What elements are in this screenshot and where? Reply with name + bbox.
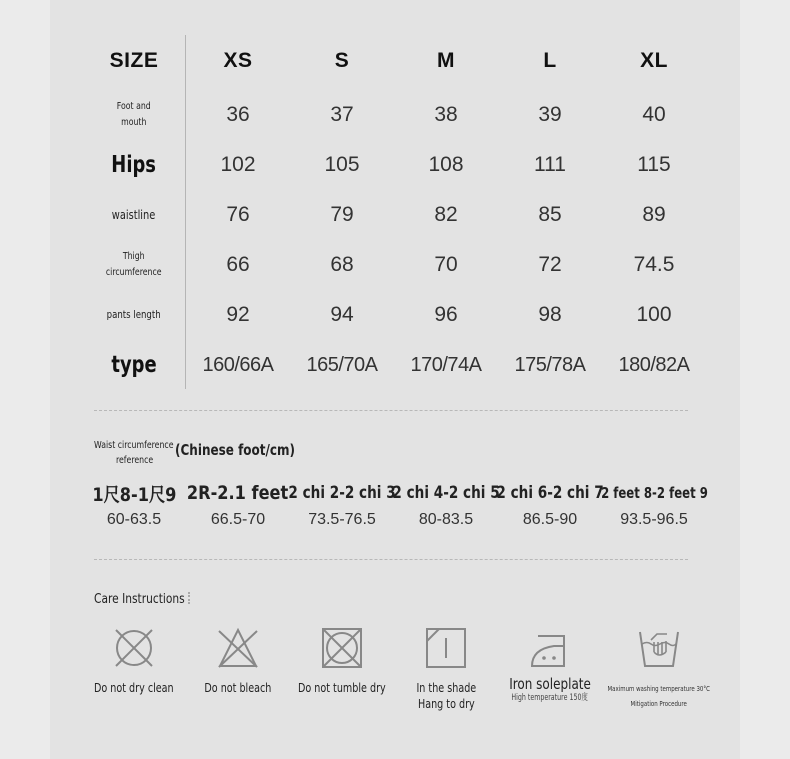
table-cell: 66 <box>226 253 250 276</box>
waist-chinese-size: 1尺8-1尺9 <box>92 483 176 506</box>
size-xs: XS <box>223 49 253 72</box>
waist-chinese-size: 2 chi 4-2 chi 5 <box>392 483 500 503</box>
care-item-no-bleach <box>186 626 290 696</box>
waist-cm-range: 93.5-96.5 <box>620 511 688 528</box>
waist-chinese-size: 2R-2.1 feet <box>187 482 289 504</box>
table-cell: 108 <box>428 153 464 176</box>
dashed-divider <box>94 559 688 560</box>
waist-reference-label: Waist circumference reference <box>94 440 174 466</box>
row-label-thigh: Thigh circumference <box>106 251 162 278</box>
table-row-waistline <box>0 190 790 240</box>
table-row-thigh <box>0 240 790 290</box>
row-label-foot-mouth: Foot and mouth <box>117 101 151 128</box>
waist-cm-range: 73.5-76.5 <box>308 511 376 528</box>
care-instructions-title: Care Instructions <box>94 592 185 607</box>
waist-cm-range: 80-83.5 <box>418 511 474 528</box>
care-label: Do not dry clean <box>94 681 174 695</box>
table-cell: 102 <box>220 153 256 176</box>
table-cell: 175/78A <box>514 353 586 376</box>
waist-chinese-size: 2 chi 6-2 chi 7 <box>496 483 604 503</box>
row-label-hips: Hips <box>111 152 157 178</box>
care-sublabel: High temperature 150度 <box>511 693 589 703</box>
size-xl: XL <box>640 49 668 72</box>
no-tumble-dry-icon <box>320 626 364 670</box>
table-cell: 92 <box>226 303 250 326</box>
size-header-row <box>0 36 790 86</box>
waist-cm-range: 66.5-70 <box>210 511 266 528</box>
iron-icon <box>528 626 572 670</box>
table-cell: 96 <box>434 303 458 326</box>
table-cell: 76 <box>226 203 250 226</box>
waist-reference-unit: (Chinese foot/cm) <box>175 441 296 459</box>
table-cell: 105 <box>324 153 360 176</box>
waist-cm-range: 86.5-90 <box>522 511 578 528</box>
table-row-hips <box>0 140 790 190</box>
table-cell: 98 <box>538 303 562 326</box>
size-header-label: SIZE <box>109 49 159 72</box>
size-s: S <box>334 49 350 72</box>
table-cell: 36 <box>226 103 250 126</box>
row-label-waistline: waistline <box>112 208 156 222</box>
care-item-iron <box>498 626 602 704</box>
hand-wash-icon <box>637 626 681 670</box>
care-item-shade-hang-dry <box>394 626 498 712</box>
table-cell: 68 <box>330 253 354 276</box>
table-cell: 180/82A <box>618 353 690 376</box>
no-bleach-icon <box>216 626 260 670</box>
table-row-pants-length <box>0 290 790 340</box>
table-cell: 70 <box>434 253 458 276</box>
table-cell: 115 <box>637 153 671 176</box>
care-label: Do not tumble dry <box>298 681 386 695</box>
table-cell: 38 <box>434 103 458 126</box>
table-cell: 82 <box>434 203 458 226</box>
table-cell: 40 <box>642 103 666 126</box>
waist-chinese-size: 2 chi 2-2 chi 3 <box>288 483 396 503</box>
waist-chinese-size: 2 feet 8-2 feet 9 <box>600 484 708 502</box>
table-cell: 74.5 <box>633 253 675 276</box>
care-label: In the shade Hang to dry <box>416 681 476 711</box>
waist-cm-range: 60-63.5 <box>106 511 162 528</box>
table-cell: 170/74A <box>410 353 482 376</box>
table-cell: 165/70A <box>306 353 378 376</box>
table-row-foot-mouth <box>0 90 790 140</box>
no-dry-clean-icon <box>112 626 156 670</box>
table-cell: 37 <box>330 103 354 126</box>
table-row-type <box>0 340 790 390</box>
table-cell: 100 <box>636 303 672 326</box>
dashed-divider <box>94 410 688 411</box>
care-label: Maximum washing temperature 30°C Mitigation Procedure <box>607 685 711 708</box>
table-cell: 72 <box>538 253 562 276</box>
table-cell: 39 <box>538 103 562 126</box>
care-item-no-dry-clean <box>82 626 186 696</box>
table-cell: 160/66A <box>202 353 274 376</box>
waist-chinese-row <box>0 479 790 507</box>
row-label-type: type <box>111 352 157 378</box>
care-item-hand-wash <box>607 626 711 712</box>
table-cell: 79 <box>330 203 354 226</box>
table-cell: 89 <box>642 203 666 226</box>
dotted-separator <box>188 592 190 604</box>
row-label-pants-length: pants length <box>106 308 162 321</box>
size-l: L <box>543 49 557 72</box>
table-cell: 85 <box>538 203 562 226</box>
table-cell: 94 <box>330 303 354 326</box>
shade-hang-dry-icon <box>424 626 468 670</box>
care-label: Iron soleplate <box>509 675 591 693</box>
waist-cm-row <box>0 507 790 533</box>
care-item-no-tumble-dry <box>290 626 394 696</box>
table-cell: 111 <box>534 153 566 176</box>
size-m: M <box>437 49 455 72</box>
care-label: Do not bleach <box>204 681 272 695</box>
